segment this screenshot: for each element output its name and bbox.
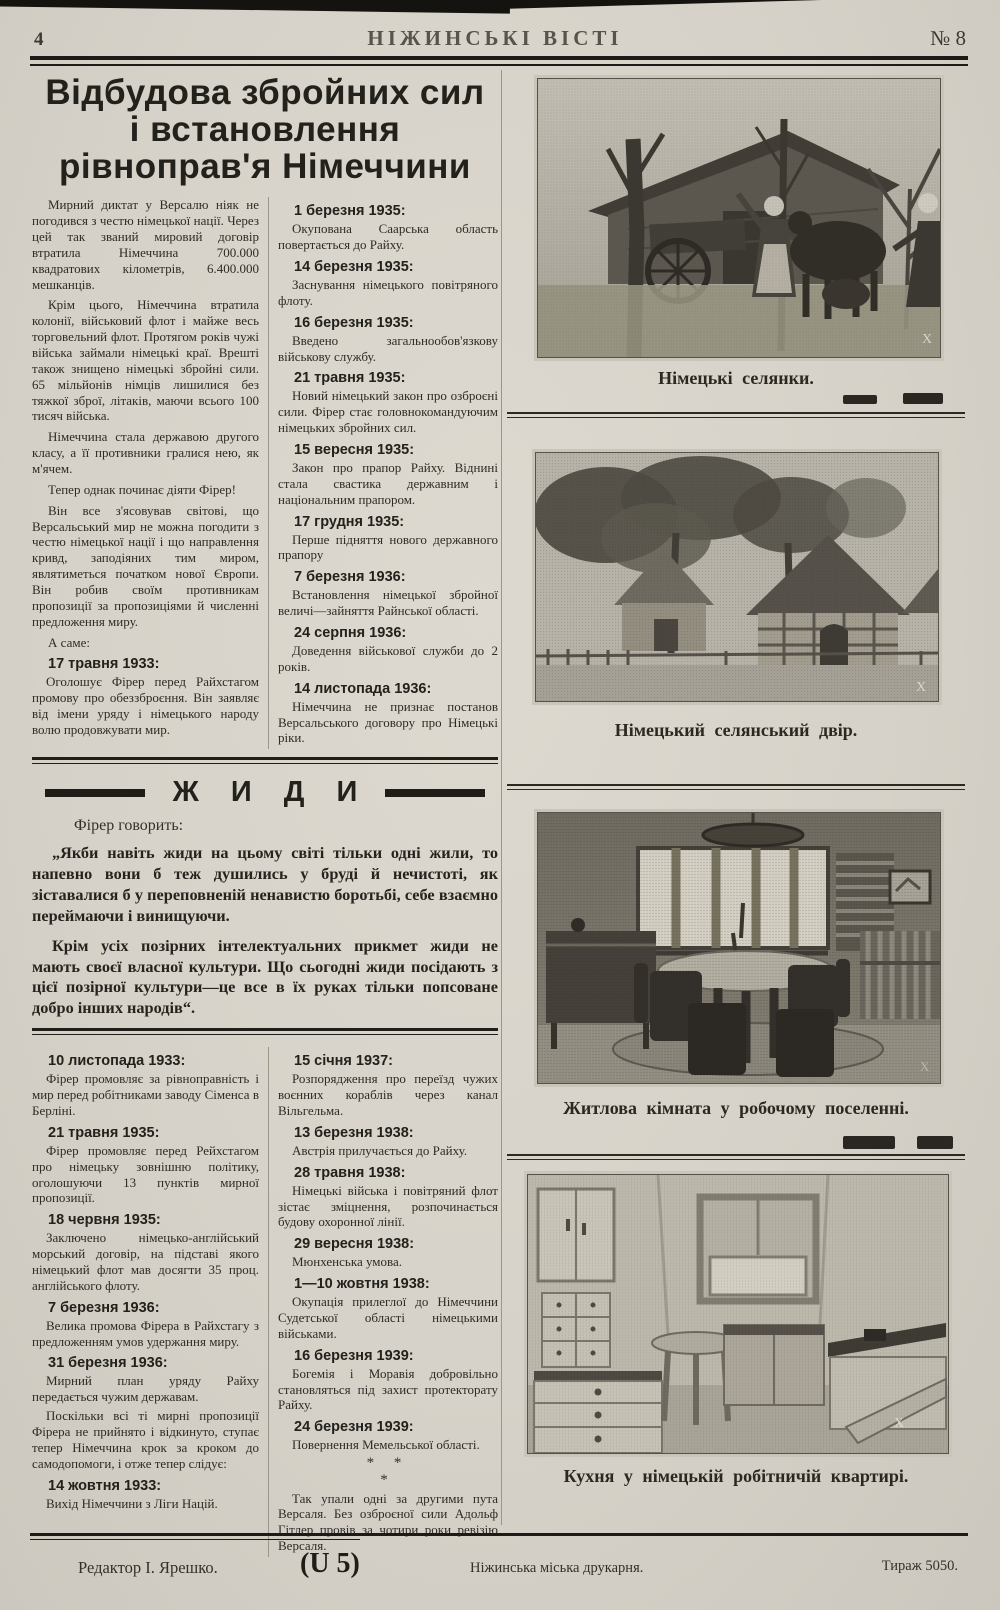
photo-caption: Житлова кімната у робочому поселенні. xyxy=(563,1098,909,1118)
entry-text: Повернення Мемельської області. xyxy=(292,1437,480,1453)
entry-date: 17 грудня 1935: xyxy=(294,513,405,530)
article-column-left xyxy=(32,197,268,749)
entry-date: 15 січня 1937: xyxy=(294,1053,394,1070)
entry-text: Німеччина не признає постанов Версальського договору про Німецькі ріки. xyxy=(278,698,498,746)
page-header xyxy=(34,26,966,51)
entry-date: 7 березня 1936: xyxy=(48,1299,160,1316)
paragraph: Крім цього, Німеччина втратила колонії, військовий флот і майже весь торговельний флот. Протягом років чужі війська займали німецькі краї. Врешті також знищено німецькі збройні сили. 65 мільйонів німців лишилися без тяжкої зброї, літаків, маючи всього 100 тисяч війська. xyxy=(32,297,259,424)
photo-region xyxy=(505,68,967,1538)
photo-mark: X xyxy=(920,1059,930,1074)
photo-image-living-room xyxy=(538,813,940,1083)
entry-text: Новий німецький закон про озброєні сили. Фірер стає головнокомандуючим німецьких збройних сил. xyxy=(278,388,498,436)
entry-date: 24 серпня 1936: xyxy=(294,625,407,642)
headline-line: Відбудова збройних сил xyxy=(45,73,485,112)
photo-german-farmstead xyxy=(535,452,939,702)
jews-section xyxy=(32,776,498,1019)
photo-mark: X xyxy=(894,1416,905,1431)
photo-caption: Німецькі селянки. xyxy=(658,368,814,388)
entry-text: Заключено німецько-англійський морський договір, на підставі якого німецький флот мав досягти 35 проц. англійського флоту. xyxy=(32,1230,259,1293)
entry-text: Мюнхенська умова. xyxy=(292,1254,403,1270)
heading-dash-bar xyxy=(45,789,145,797)
entry-text: Заснування німецького повітряного флоту. xyxy=(278,277,498,308)
entry-date: 16 березня 1935: xyxy=(294,314,414,331)
entry-date: 18 червня 1935: xyxy=(48,1212,161,1229)
timeline-column-left xyxy=(32,1047,268,1557)
footer-rule xyxy=(30,1533,968,1536)
closing-paragraph: Так упали одні за другими пута Версаля. Без озброєної сили Адольф Гітлер провів за чотири роки ревізію Версаля. xyxy=(278,1490,498,1554)
entry-date: 14 листопада 1936: xyxy=(294,680,432,697)
asterisk-separator: * * xyxy=(366,1455,410,1472)
entry-text: Вихід Німеччини з Ліги Націй. xyxy=(46,1495,218,1511)
photo-caption: Німецький селянський двір. xyxy=(614,720,858,740)
entry-date: 16 березня 1939: xyxy=(294,1347,414,1364)
timeline-columns xyxy=(32,1047,498,1557)
quote-paragraph: Крім усіх позірних інтелектуальних прикмет жиди не мають своєї власної культури. Що сьогодні жиди посідають з цієї позірної культури—це все в їх руках тільки попсоване добро інших народів“. xyxy=(32,935,498,1018)
entry-text: Розпорядження про переїзд чужих воєнних кораблів через канал Вільгельма. xyxy=(278,1071,498,1118)
entry-text: Встановлення німецької збройної величі—зайняття Райнської області. xyxy=(278,587,498,619)
entry-date: 28 травня 1938: xyxy=(294,1164,406,1181)
footer-rule xyxy=(30,1539,360,1540)
masthead-title: НІЖИНСЬКІ ВІСТІ xyxy=(367,26,623,50)
entry-date: 17 травня 1933: xyxy=(48,656,160,673)
entry-date: 14 жовтня 1933: xyxy=(48,1477,162,1494)
entry-text: Німецькі війська і повітряний флот зістає зміцнення, розпочинається будову охоронної лінії. xyxy=(278,1182,498,1230)
timeline-column-right xyxy=(268,1047,498,1557)
entry-date: 15 вересня 1935: xyxy=(294,442,415,459)
heading-dash-bar xyxy=(385,789,485,797)
paragraph: Німеччина стала державою другого класу, а її противники гралися нею, як м'ячем. xyxy=(32,429,259,477)
photo-image-peasant-women xyxy=(538,79,940,357)
entry-date: 14 березня 1935: xyxy=(294,259,414,275)
photo-living-room xyxy=(537,812,941,1084)
photo-caption: Кухня у німецькій робітничій квартирі. xyxy=(563,1466,909,1486)
entry-text: Поскільки всі ті мирні пропозиції Фірера не прийнято і відкинуто, ступає тепер Німеччина крок за кроком до самодопомоги, і отже тепер слідує: xyxy=(32,1408,259,1471)
entry-text: Фірер промовляє за рівноправність і мир перед робітниками заводу Сіменса в Берліні. xyxy=(32,1071,259,1118)
quote-attribution: Фірер говорить: xyxy=(74,817,184,835)
ink-smudge xyxy=(903,393,943,404)
column-divider xyxy=(501,70,502,1525)
headline-line: рівноправ'я Німеччини xyxy=(59,147,471,187)
entry-text: Оголошує Фірер перед Райхстагом промову про обеззброєння. Він заявляє від імени уряду і німецького народу волю продовжувати мир. xyxy=(32,674,259,738)
entry-text: Австрія прилучається до Райху. xyxy=(292,1142,468,1158)
headline-line: і встановлення xyxy=(129,110,401,150)
entry-text: Перше підняття нового державного прапору xyxy=(278,531,498,563)
print-mark: (U 5) xyxy=(300,1548,360,1579)
paragraph: А саме: xyxy=(48,634,90,650)
divider-rule xyxy=(507,412,965,418)
entry-text: Окупована Саарська область повертається до Райху. xyxy=(278,221,498,253)
entry-text: Окупація прилеглої до Німеччини Судетської області німецькими військами. xyxy=(278,1294,498,1341)
ink-smudge xyxy=(843,395,877,404)
entry-date: 31 березня 1936: xyxy=(48,1355,168,1372)
entry-date: 7 березня 1936: xyxy=(294,569,406,586)
issue-number: № 8 xyxy=(930,26,966,50)
entry-text: Доведення військової служби до 2 років. xyxy=(278,643,498,674)
divider-rule xyxy=(507,784,965,790)
scan-artifact-strip xyxy=(480,0,1000,10)
editor-credit: Редактор І. Ярешко. xyxy=(78,1558,218,1577)
entry-date: 21 травня 1935: xyxy=(294,370,406,387)
photo-mark: X xyxy=(922,332,933,347)
scan-artifact-strip xyxy=(0,0,510,14)
entry-text: Богемія і Моравія добровільно становляться під захист протекторату Райху. xyxy=(278,1365,498,1413)
photo-mark: X xyxy=(916,680,927,695)
entry-date: 1—10 жовтня 1938: xyxy=(294,1276,430,1293)
circulation: Тираж 5050. xyxy=(881,1558,958,1574)
photo-german-peasant-women xyxy=(537,78,941,358)
entry-date: 10 листопада 1933: xyxy=(48,1053,186,1070)
photo-kitchen xyxy=(527,1174,949,1454)
article-column-right xyxy=(268,197,498,749)
article-columns xyxy=(32,197,498,749)
entry-text: Фірер промовляє перед Рейхстагом про німецьку зовнішню політику, оголошуючи 13 пунктів мирної пропозиції. xyxy=(32,1142,259,1206)
ink-smudge xyxy=(917,1136,953,1149)
section-divider xyxy=(32,757,498,764)
paragraph: Тепер однак починає діяти Фірер! xyxy=(48,481,236,497)
entry-date: 24 березня 1939: xyxy=(294,1419,414,1436)
ink-smudge xyxy=(843,1136,895,1149)
jews-section-title: Ж И Д И xyxy=(172,776,370,809)
photo-image-kitchen xyxy=(528,1175,948,1453)
page-footer xyxy=(30,1546,968,1606)
page-number: 4 xyxy=(34,29,44,50)
entry-text: Мирний план уряду Райху передається чужим державам. xyxy=(32,1373,259,1405)
printer-credit: Ніжинська міська друкарня. xyxy=(470,1560,644,1576)
entry-date: 1 березня 1935: xyxy=(294,203,406,220)
divider-rule xyxy=(507,1154,965,1160)
article-headline xyxy=(32,74,498,185)
section-divider xyxy=(32,1028,498,1035)
article-region xyxy=(32,70,498,1557)
quote-paragraph: „Якби навіть жиди на цьому світі тільки одні жили, то напевно вони б теж душились у бруді й нечистоті, як зіставалися б у переповненій ненавистю боротьбі, себе взаємно переймаючи і винищуючи. xyxy=(32,843,498,925)
asterisk-separator: * xyxy=(380,1471,396,1488)
header-rule xyxy=(30,56,968,66)
jews-section-heading xyxy=(32,776,498,809)
entry-date: 21 травня 1935: xyxy=(48,1124,160,1141)
entry-text: Введено загальнообов'язкову військову службу. xyxy=(278,332,498,364)
paragraph: Мирний диктат у Версалю ніяк не погодився з честю німецької нації. Через цей так званий мировий договір втратила Німеччина 700.000 квадратових кілометрів, 6.400.000 мешканців. xyxy=(32,197,259,292)
entry-text: Велика промова Фірера в Райхстагу з предложенням умов удержання миру. xyxy=(32,1317,259,1349)
photo-image-farmstead xyxy=(536,453,938,701)
entry-date: 29 вересня 1938: xyxy=(294,1236,415,1253)
paragraph: Він все з'ясовував світові, що Версальський мир не можна погодити з честю німецької нації і що направлення кривд, заподіяних тим миром, являтиметься початком нової Європи. Він робив своїм противникам пропозиції за пропозиціями й численні предложення миру. xyxy=(32,502,259,629)
entry-date: 13 березня 1938: xyxy=(294,1124,414,1141)
entry-text: Закон про прапор Райху. Віднині стала свастика державним і національним прапором. xyxy=(278,460,498,507)
